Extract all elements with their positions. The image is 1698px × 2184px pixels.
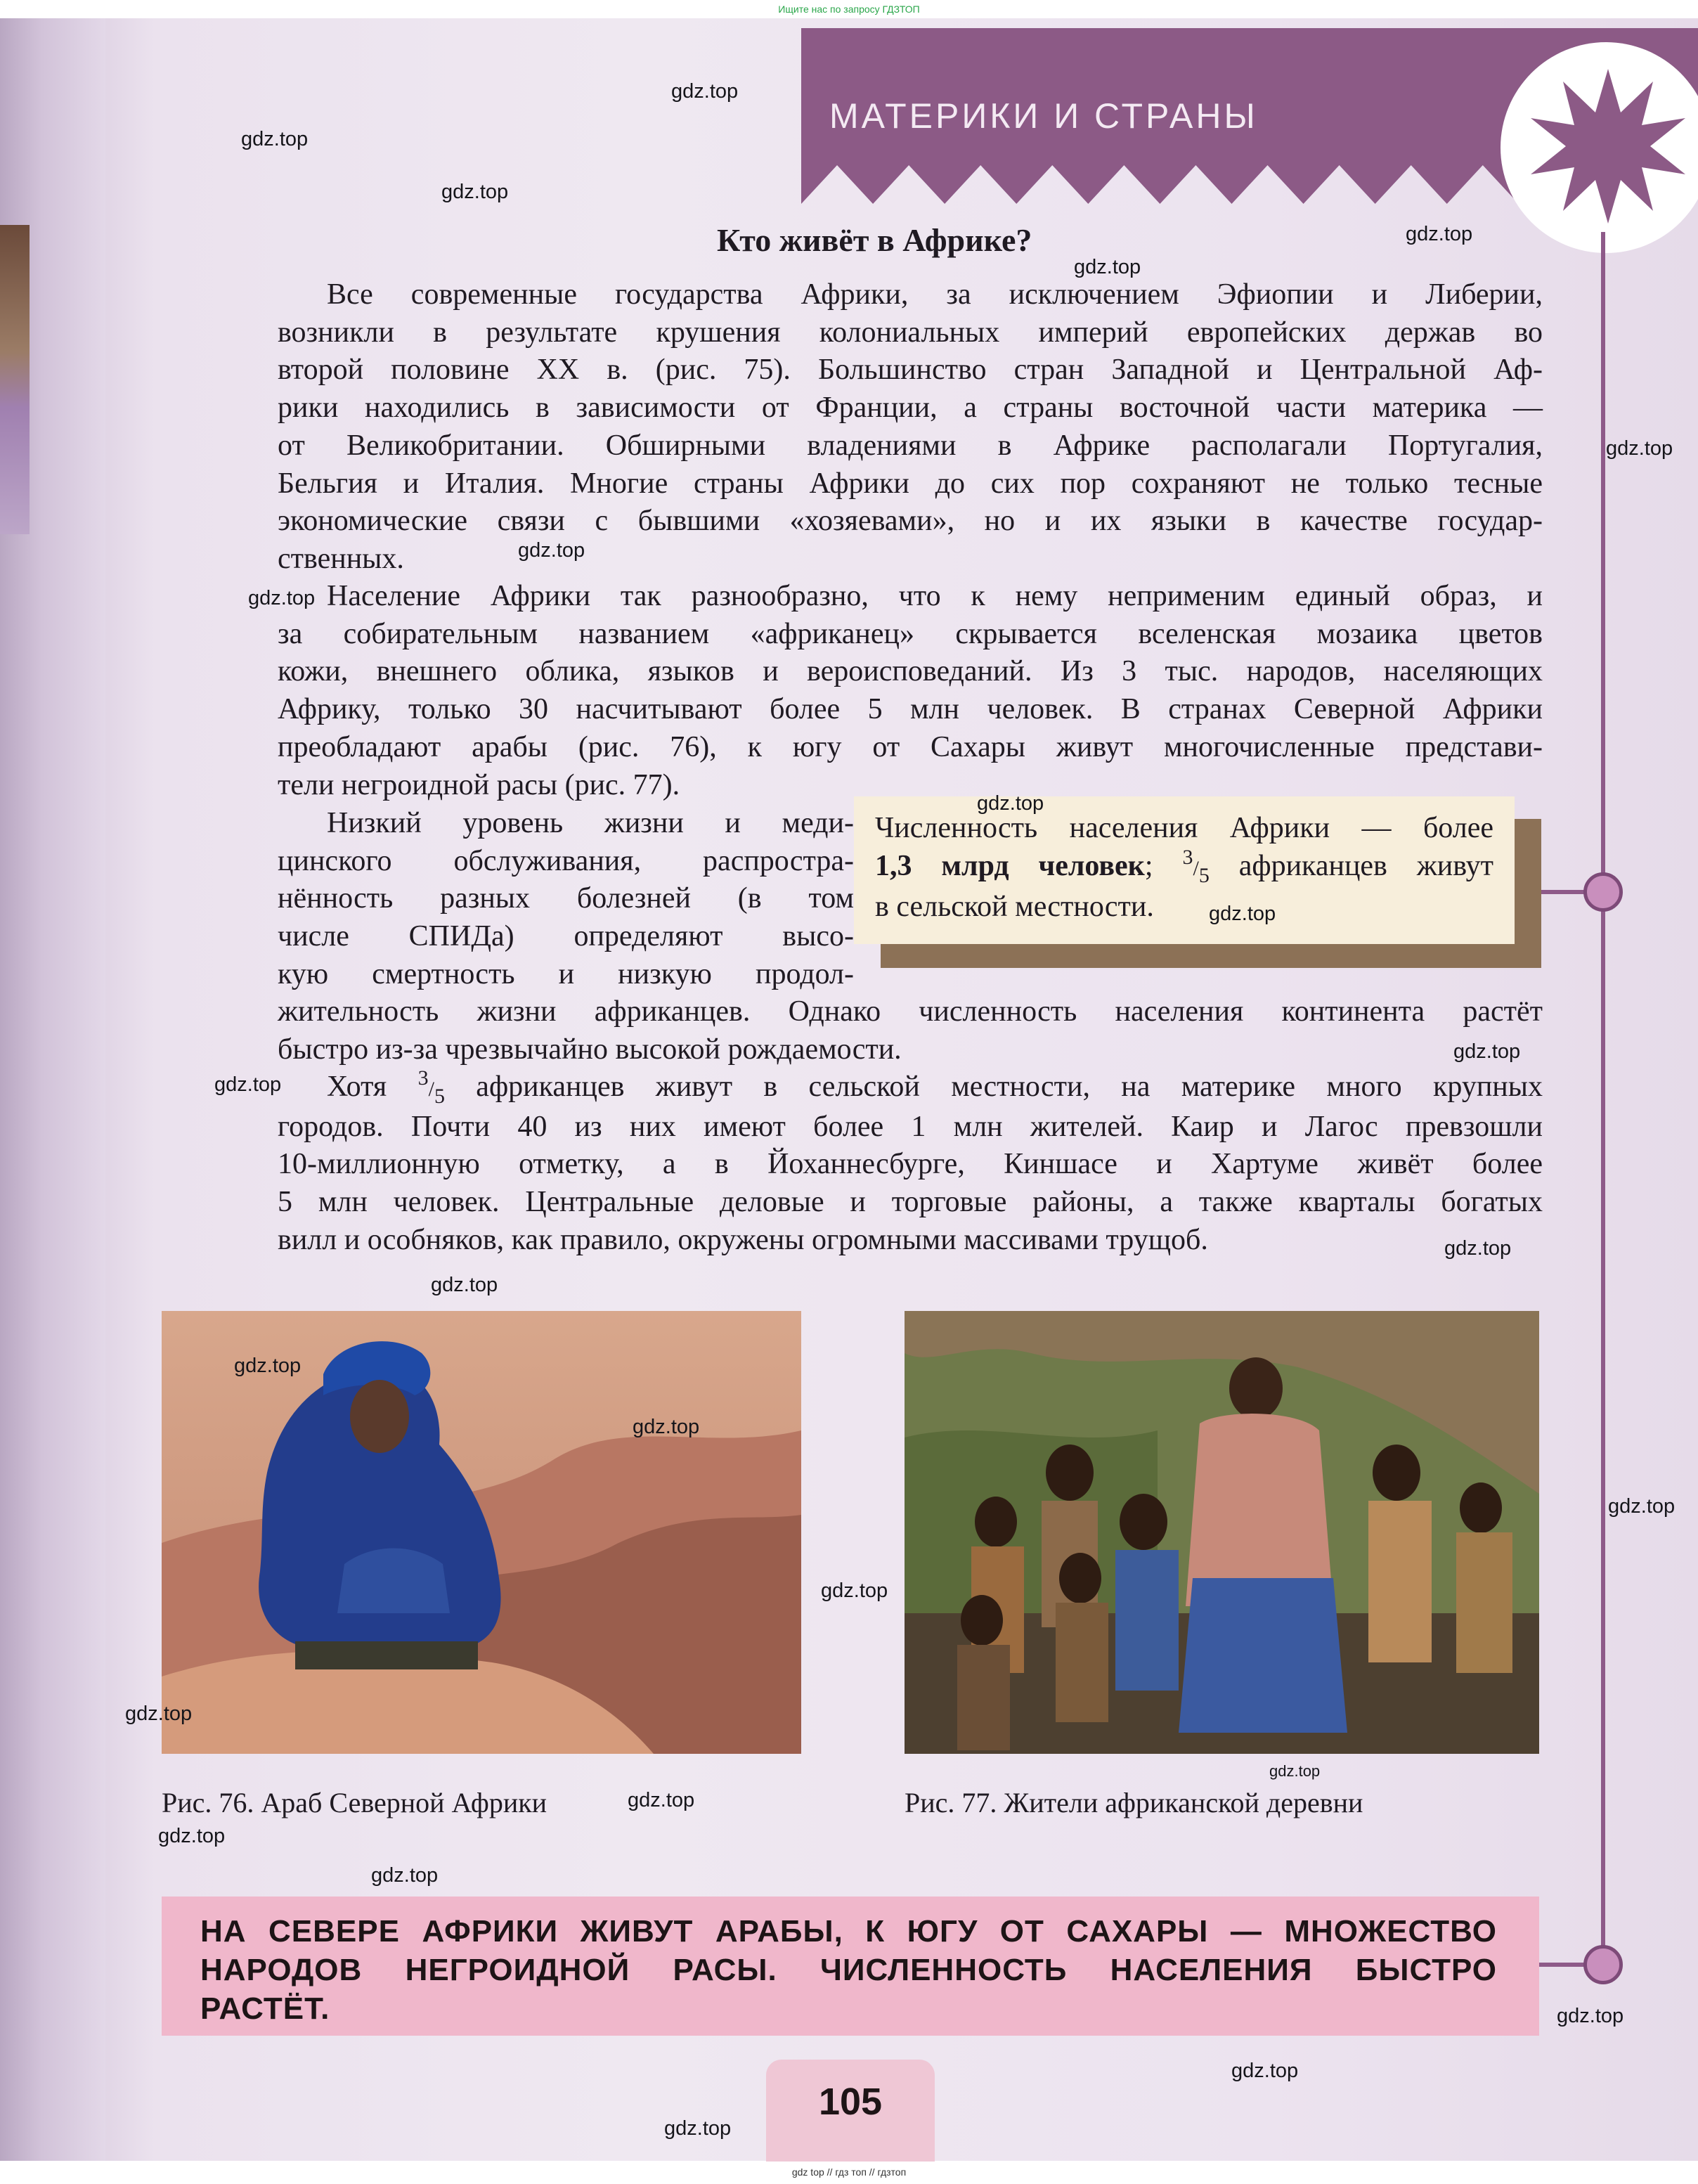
text-line: Низкий уровень жизни и меди- — [327, 807, 854, 839]
text-line: экономические связи с бывшими «хозяевами», но и их языки в качестве государ- — [278, 505, 1543, 538]
callout-line — [875, 847, 1493, 888]
text-line: городов. Почти 40 из них имеют более 1 млн жителей. Каир и Лагос превзошли — [278, 1110, 1543, 1143]
summary-line: НА СЕВЕРЕ АФРИКИ ЖИВУТ АРАБЫ, К ЮГУ ОТ САХАРЫ — МНОЖЕСТВО — [200, 1914, 1497, 1949]
paragraph-2 — [278, 578, 1543, 804]
watermark: gdz.top — [518, 539, 585, 562]
watermark: gdz.top — [248, 587, 316, 609]
photo-african-village-residents — [905, 1311, 1539, 1754]
fraction-slash: / — [1193, 857, 1199, 880]
fraction-denominator: 5 — [434, 1085, 445, 1108]
section-title: Кто живёт в Африке? — [717, 222, 1032, 258]
paragraph-3 — [278, 805, 854, 994]
fraction-numerator: 3 — [417, 1066, 429, 1090]
watermark: gdz.top — [1406, 223, 1473, 245]
star-icon — [1531, 69, 1685, 224]
text-line: нённость разных болезней (в том — [278, 882, 854, 915]
text-line: числе СПИДа) определяют высо- — [278, 920, 854, 953]
text-line: Бельгия и Италия. Многие страны Африки до сих пор сохраняют не только тесные — [278, 467, 1543, 500]
timeline-dot — [1583, 872, 1623, 912]
summary-line: РАСТЁТ. — [200, 1991, 330, 2026]
watermark: gdz.top — [1557, 2005, 1624, 2027]
text-line: жительность жизни африканцев. Однако численность населения континента растёт — [278, 995, 1543, 1028]
bottom-banner: gdz top // гдз топ // гдзтоп — [791, 2166, 907, 2178]
callout-separator: ; — [1144, 850, 1153, 882]
watermark: gdz.top — [158, 1825, 226, 1847]
fraction-numerator: 3 — [1182, 846, 1193, 869]
text-line: от Великобритании. Обширными владениями в Африке располагали Португалия, — [278, 429, 1543, 462]
watermark: gdz.top — [241, 128, 309, 150]
watermark: gdz.top — [1209, 903, 1276, 925]
watermark: gdz.top — [1269, 1762, 1321, 1780]
timeline-line — [1601, 232, 1605, 1968]
callout-line: Численность населения Африки — более — [875, 812, 1493, 844]
text-line: Все современные государства Африки, за исключением Эфиопии и Либерии, — [327, 278, 1543, 311]
paragraph-4 — [278, 1068, 1543, 1260]
text-line — [278, 1068, 1543, 1109]
timeline-dot — [1583, 1945, 1623, 1984]
text-fragment: африканцев живут в сельской местности, на материке много крупных — [476, 1071, 1543, 1103]
watermark: gdz.top — [125, 1702, 193, 1725]
text-line: второй половине XX в. (рис. 75). Большинство стран Западной и Центральной Аф- — [278, 354, 1543, 387]
watermark: gdz.top — [371, 1864, 439, 1887]
watermark: gdz.top — [821, 1579, 888, 1602]
watermark: gdz.top — [1453, 1040, 1521, 1063]
text-line: кую смертность и низкую продол- — [278, 957, 854, 990]
watermark: gdz.top — [1606, 437, 1673, 460]
watermark: gdz.top — [214, 1073, 282, 1096]
header-title: МАТЕРИКИ И СТРАНЫ — [829, 96, 1258, 136]
summary-box — [162, 1897, 1539, 2036]
text-line: за собирательным названием «африканец» скрывается вселенская мозаика цветов — [278, 617, 1543, 650]
text-line: 10-миллионную отметку, а в Йоханнесбурге, Киншасе и Хартуме живёт более — [278, 1148, 1543, 1181]
watermark: gdz.top — [441, 181, 509, 203]
watermark: gdz.top — [1444, 1237, 1512, 1260]
text-line: преобладают арабы (рис. 76), к югу от Сахары живут многочисленные представи- — [278, 730, 1543, 763]
text-line: возникли в результате крушения колониальных империй европейских держав во — [278, 316, 1543, 349]
fraction — [417, 1066, 445, 1108]
watermark: gdz.top — [1231, 2060, 1299, 2082]
watermark: gdz.top — [633, 1416, 700, 1438]
watermark: gdz.top — [234, 1355, 302, 1377]
summary-line: НАРОДОВ НЕГРОИДНОЙ РАСЫ. ЧИСЛЕННОСТЬ НАСЕЛЕНИЯ БЫСТРО — [200, 1953, 1497, 1987]
watermark: gdz.top — [431, 1274, 498, 1296]
callout-text: африканцев живут — [1238, 850, 1494, 882]
left-page-edge-photo — [0, 225, 30, 534]
fraction-slash: / — [428, 1078, 434, 1101]
watermark: gdz.top — [977, 792, 1044, 815]
text-line: рики находились в зависимости от Франции, а страны восточной части материка — — [278, 392, 1543, 425]
paragraph-1 — [278, 276, 1543, 579]
text-line: быстро из-за чрезвычайно высокой рождаемости. — [278, 1033, 902, 1066]
callout-line: в сельской местности. — [875, 891, 1154, 923]
figure-76-caption: Рис. 76. Араб Северной Африки — [162, 1787, 547, 1818]
fraction-denominator: 5 — [1198, 864, 1210, 887]
watermark: gdz.top — [628, 1789, 695, 1811]
photo-77-illustration — [905, 1311, 1539, 1754]
text-fragment: Хотя — [327, 1071, 387, 1103]
text-line: ственных. — [278, 542, 404, 575]
paragraph-3-continued — [278, 993, 1543, 1068]
watermark: gdz.top — [664, 2117, 732, 2140]
text-line: вилл и особняков, как правило, окружены огромными массивами трущоб. — [278, 1223, 1208, 1256]
text-line: кожи, внешнего облика, языков и вероисповеданий. Из 3 тыс. народов, населяющих — [278, 655, 1543, 688]
watermark: gdz.top — [1608, 1495, 1676, 1518]
page-number: 105 — [818, 2081, 883, 2123]
text-line: Африку, только 30 насчитывают более 5 млн человек. В странах Северной Африки — [278, 693, 1543, 726]
top-banner: Ищите нас по запросу ГДЗТОП — [778, 4, 920, 15]
figure-77-caption: Рис. 77. Жители африканской деревни — [905, 1787, 1363, 1818]
fraction — [1182, 846, 1210, 887]
population-callout — [854, 796, 1515, 944]
watermark: gdz.top — [1074, 256, 1141, 278]
text-line: 5 млн человек. Центральные деловые и торговые районы, а также кварталы богатых — [278, 1186, 1543, 1219]
callout-highlight: 1,3 млрд человек — [875, 850, 1145, 882]
text-line: цинского обслуживания, распростра- — [278, 844, 854, 877]
text-line: тели негроидной расы (рис. 77). — [278, 768, 680, 801]
text-line: Население Африки так разнообразно, что к нему неприменим единый образ, и — [327, 580, 1543, 612]
watermark: gdz.top — [671, 80, 739, 103]
